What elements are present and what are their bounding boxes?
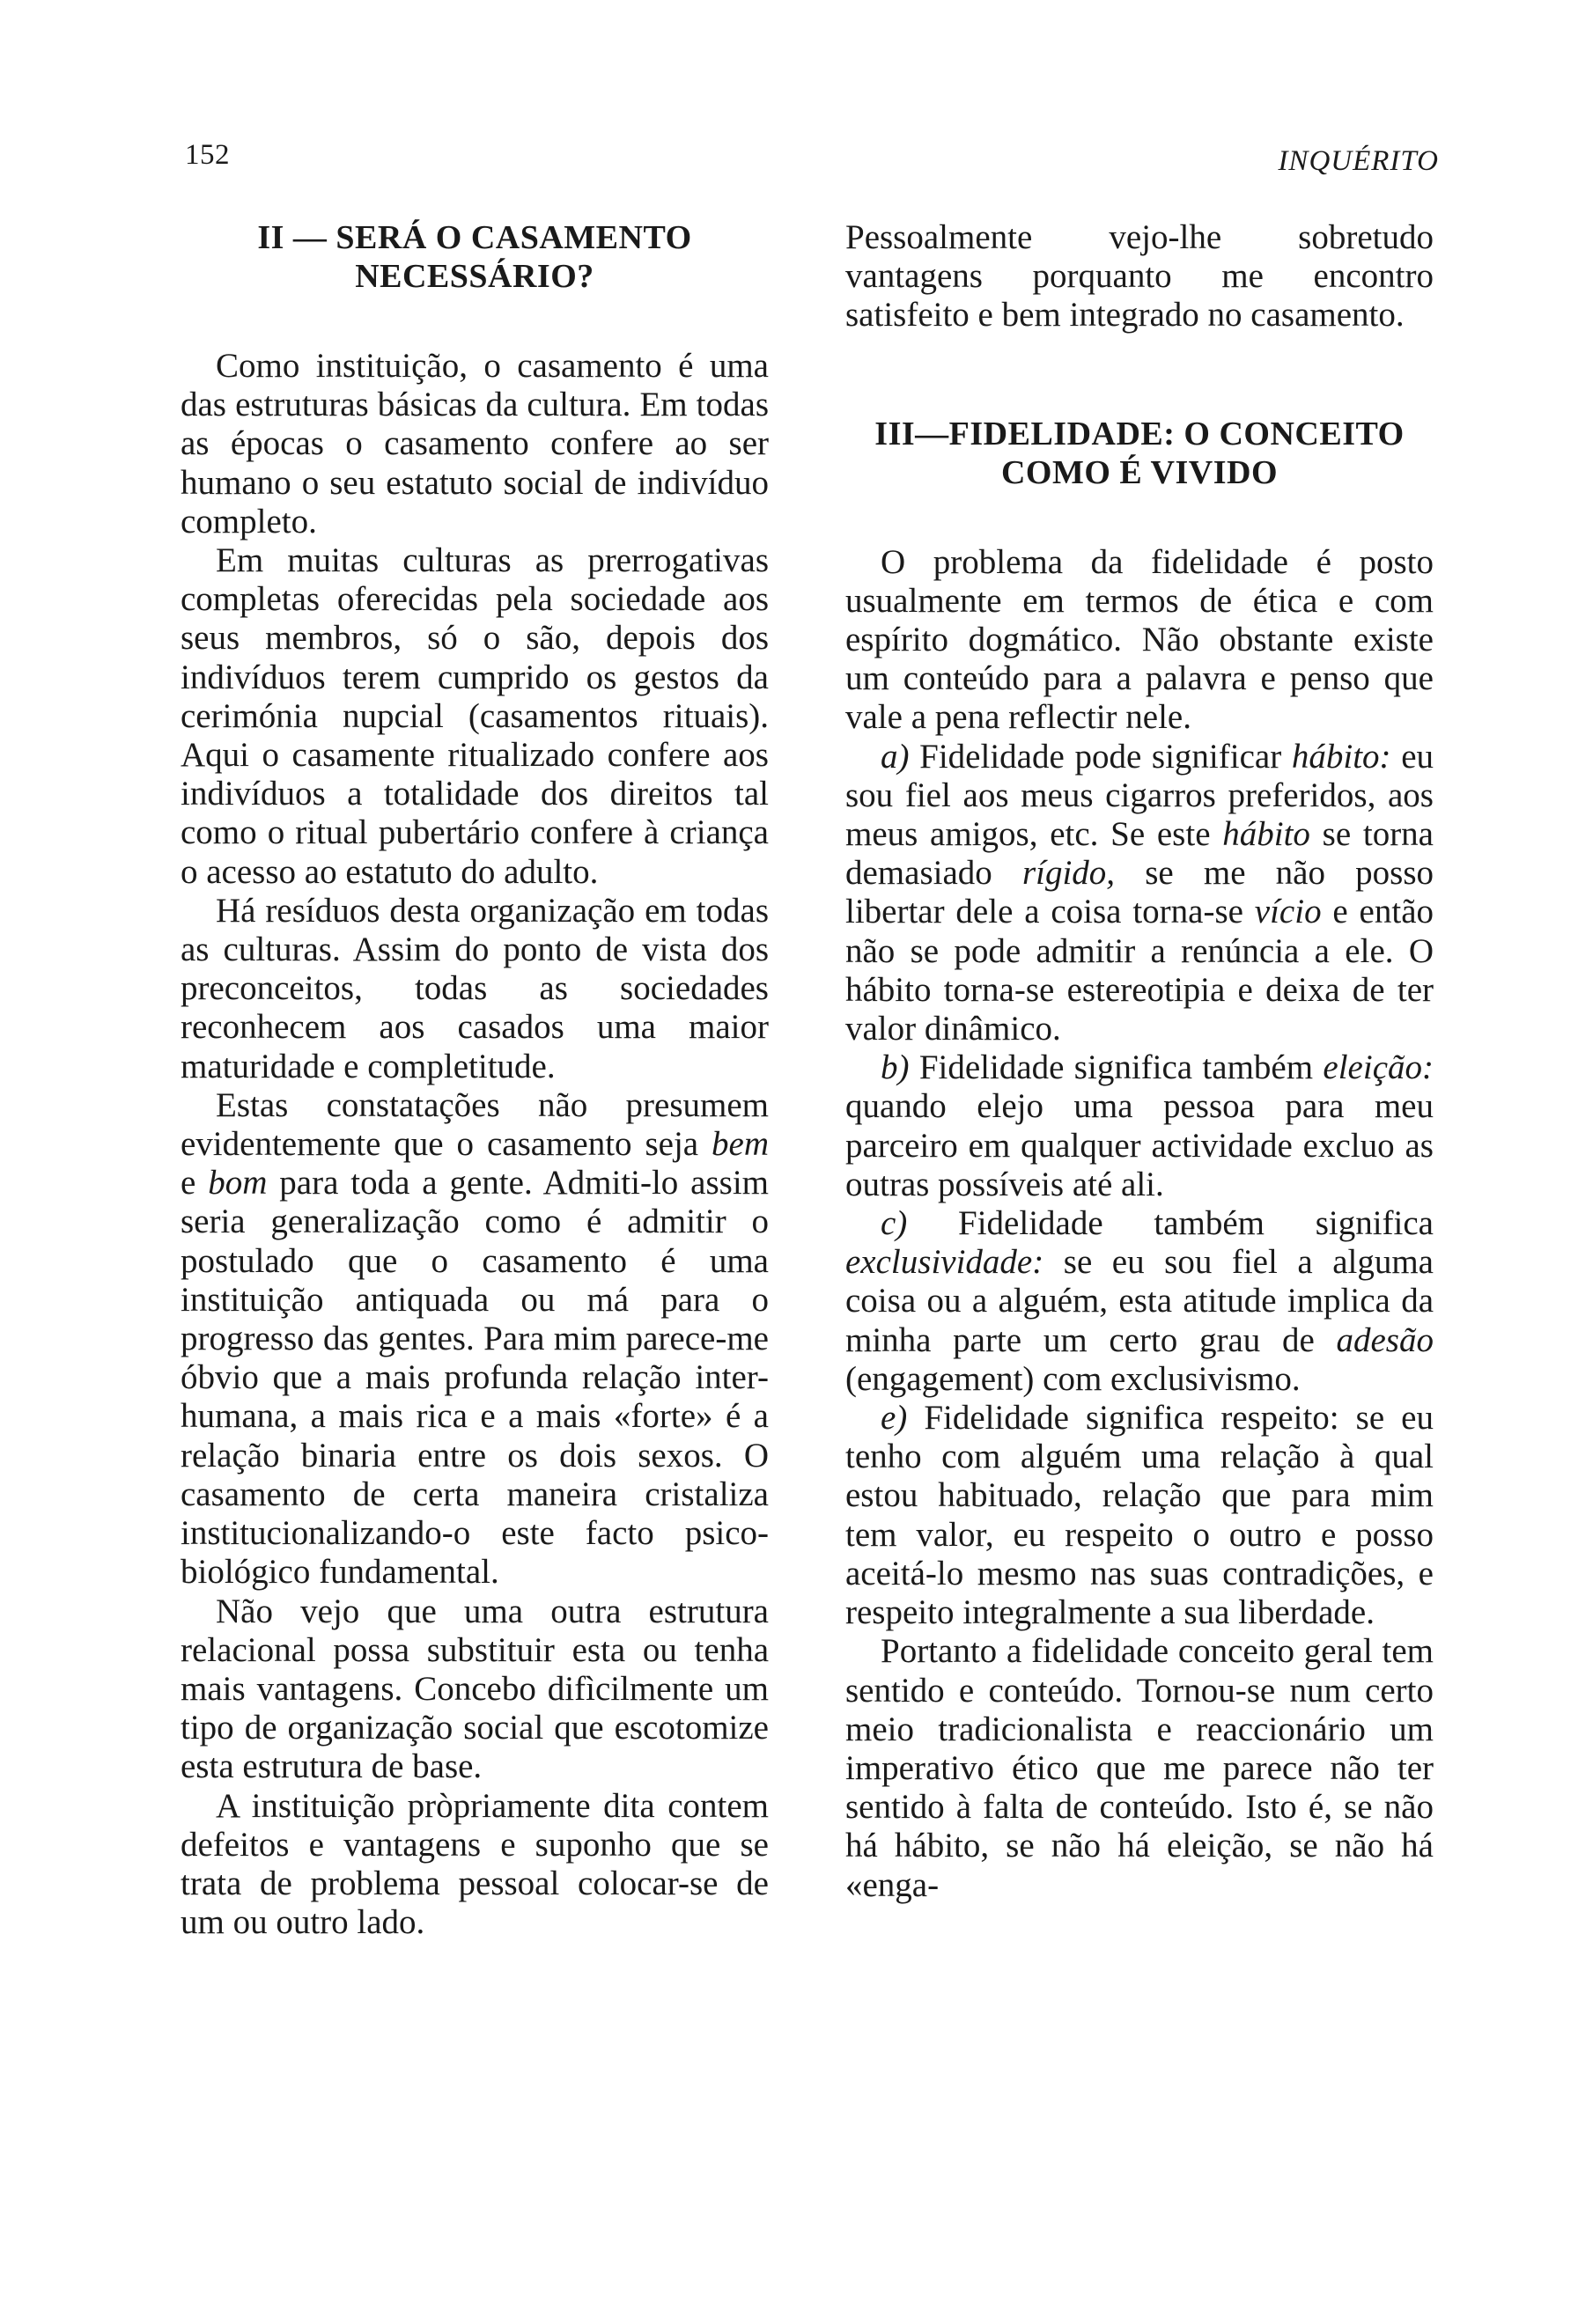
item-label: a) [881,737,910,776]
section-heading-line: II — SERÁ O CASAMENTO [257,219,692,256]
paragraph: Estas constatações não presumem evidentemente que o casamento seja bem e bom para toda a gente. Admiti-lo assim seria generalização como é admitir o postulado que o casamento é uma instituição antiquada ou má para o progresso das gentes. Para mim parece-me óbvio que a mais profunda relação inter-humana, a mais rica e a mais «forte» é a relação binaria entre os dois sexos. O casamento de certa maneira cristaliza institucionalizando-o este facto psico-biológico fundamental. [181,1085,769,1592]
list-item-a: a) Fidelidade pode significar hábito: eu sou fiel aos meus cigarros preferidos, aos meus amigos, etc. Se este hábito se torna demasiado rígido, se me não posso libertar dele a coisa torna-se vício e então não se pode admitir a renúncia a ele. O hábito torna-se estereotipia e deixa de ter valor dinâmico. [845,737,1434,1048]
page-number: 152 [185,139,230,171]
paragraph: O problema da fidelidade é posto usualmente em termos de ética e com espírito dogmático. Não obstante existe um conteúdo para a palavra e penso que vale a pena reflectir nele. [845,542,1434,737]
list-item-e: e) Fidelidade significa respeito: se eu tenho com alguém uma relação à qual estou habituado, relação que para mim tem valor, eu respeito o outro e posso aceitá-lo mesmo nas suas contradições, e respeito integralmente a sua liberdade. [845,1399,1434,1632]
left-column [181,218,769,1942]
emphasis: bom [208,1164,268,1202]
emphasis: bem [712,1125,769,1164]
list-item-c: c) Fidelidade também significa exclusividade: se eu sou fiel a alguma coisa ou a alguém, esta atitude implica da minha parte um certo grau de adesão (engagement) com exclusivismo. [845,1204,1434,1398]
paragraph: Como instituição, o casamento é uma das estruturas básicas da cultura. Em todas as épocas o casamento confere ao ser humano o seu estatuto social de indivíduo completo. [181,347,769,541]
section-heading-line: COMO É VIVIDO [1000,453,1279,491]
section-heading-iii [845,415,1434,492]
item-label: b) [881,1048,910,1087]
paragraph-continuation: Pessoalmente vejo-lhe sobretudo vantagens porquanto me encontro satisfeito e bem integrado no casamento. [845,218,1434,335]
right-column [845,218,1434,1905]
list-item-b: b) Fidelidade significa também eleição: quando elejo uma pessoa para meu parceiro em qualquer actividade excluo as outras possíveis até ali. [845,1048,1434,1203]
section-heading-ii [181,218,769,296]
item-label: c) [881,1204,908,1243]
paragraph: Portanto a fidelidade conceito geral tem sentido e conteúdo. Tornou-se num certo meio tradicionalista e reaccionário um imperativo ético que me parece não ter sentido à falta de conteúdo. Isto é, se não há hábito, se não há eleição, se não há «enga- [845,1632,1434,1904]
section-heading-line: III—FIDELIDADE: O CONCEITO [874,415,1405,452]
paragraph: Em muitas culturas as prerrogativas completas oferecidas pela sociedade aos seus membros, só o são, depois dos indivíduos terem cumprido os gestos da cerimónia nupcial (casamentos rituais). Aqui o casamente ritualizado confere aos indivíduos a totalidade dos direitos tal como o ritual pubertário confere à criança o acesso ao estatuto do adulto. [181,541,769,891]
running-head: INQUÉRITO [1278,145,1439,177]
section-heading-line: NECESSÁRIO? [355,258,594,295]
paragraph: A instituição pròpriamente dita contem defeitos e vantagens e suponho que se trata de problema pessoal colocar-se de um ou outro lado. [181,1786,769,1942]
paragraph: Há resíduos desta organização em todas as culturas. Assim do ponto de vista dos preconceitos, todas as sociedades reconhecem aos casados uma maior maturidade e completitude. [181,891,769,1085]
item-label: e) [881,1399,908,1438]
paragraph: Não vejo que uma outra estrutura relacional possa substituir esta ou tenha mais vantagens. Concebo difìcilmente um tipo de organização social que escotomize esta estrutura de base. [181,1592,769,1786]
